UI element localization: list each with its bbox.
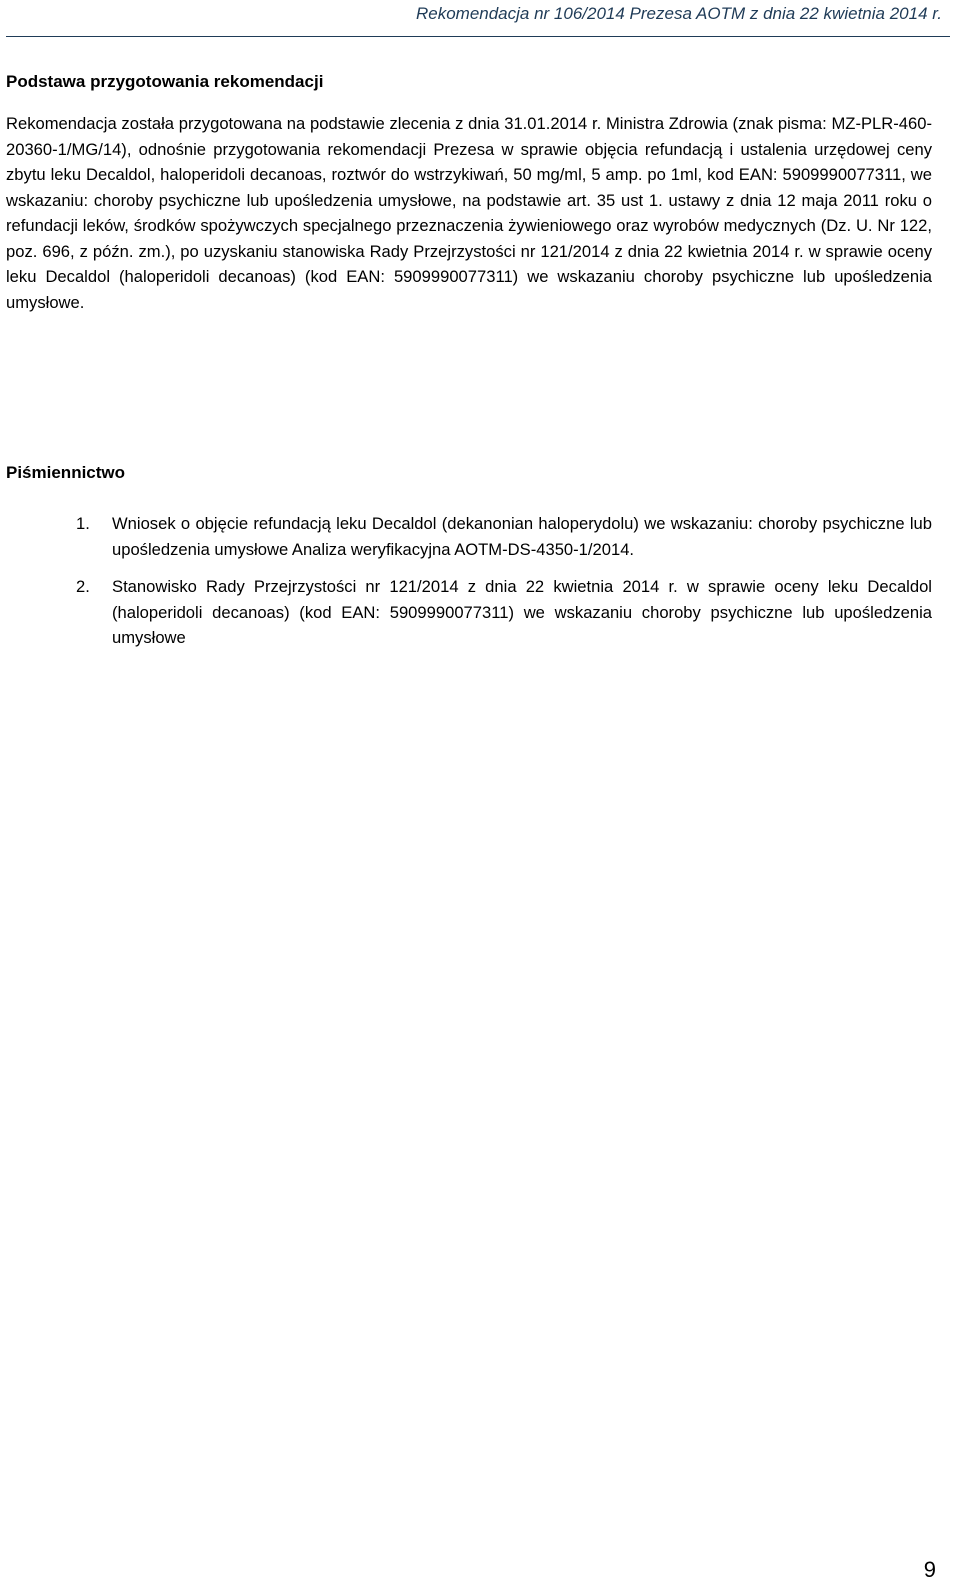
section-heading-references: Piśmiennictwo	[6, 463, 126, 482]
page-number: 9	[923, 1557, 936, 1582]
references-list	[0, 511, 932, 651]
section-heading-basis: Podstawa przygotowania rekomendacji	[6, 72, 324, 91]
page-header-title: Rekomendacja nr 106/2014 Prezesa AOTM z dnia 22 kwietnia 2014 r.	[415, 4, 942, 23]
reference-number: 2.	[76, 577, 90, 596]
reference-item	[0, 511, 932, 562]
reference-item	[0, 574, 932, 651]
header-divider	[6, 36, 950, 37]
reference-text: Wniosek o objęcie refundacją leku Decaldol (dekanonian haloperydolu) we wskazaniu: choroby psychiczne lub upośledzenia umysłowe Analiza weryfikacyjna AOTM-DS-4350-1/2014.	[112, 514, 932, 559]
reference-text: Stanowisko Rady Przejrzystości nr 121/2014 z dnia 22 kwietnia 2014 r. w sprawie oceny leku Decaldol (haloperidoli decanoas) (kod EAN: 5909990077311) we wskazaniu choroby psychiczne lub upośledzenia umysłowe	[112, 577, 932, 647]
basis-paragraph: Rekomendacja została przygotowana na podstawie zlecenia z dnia 31.01.2014 r. Ministra Zdrowia (znak pisma: MZ-PLR-460-20360-1/MG/14), odnośnie przygotowania rekomendacji Prezesa w sprawie objęcia refundacją i ustalenia urzędowej ceny zbytu leku Decaldol, haloperidoli decanoas, roztwór do wstrzykiwań, 50 mg/ml, 5 amp. po 1ml, kod EAN: 5909990077311, we wskazaniu: choroby psychiczne lub upośledzenia umysłowe, na podstawie art. 35 ust 1. ustawy z dnia 12 maja 2011 roku o refundacji leków, środków spożywczych specjalnego przeznaczenia żywieniowego oraz wyrobów medycznych (Dz. U. Nr 122, poz. 696, z późn. zm.), po uzyskaniu stanowiska Rady Przejrzystości nr 121/2014 z dnia 22 kwietnia 2014 r. w sprawie oceny leku Decaldol (haloperidoli decanoas) (kod EAN: 5909990077311) we wskazaniu choroby psychiczne lub upośledzenia umysłowe.	[6, 114, 932, 312]
reference-number: 1.	[76, 514, 90, 533]
